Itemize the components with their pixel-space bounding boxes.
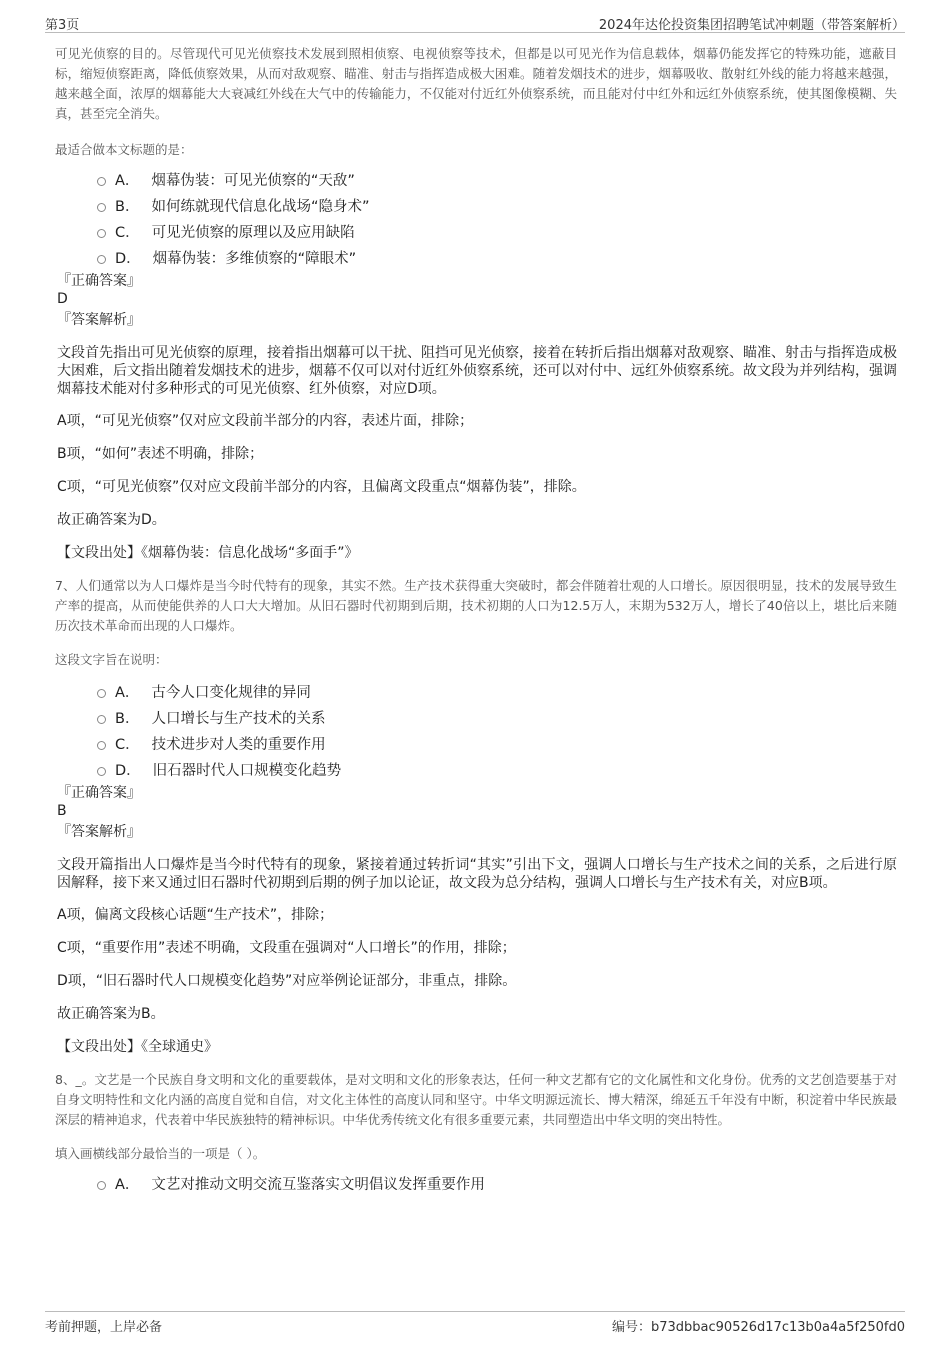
q8-option-a[interactable]	[55, 1172, 897, 1198]
q7-option-a[interactable]	[55, 680, 897, 706]
radio-icon[interactable]	[97, 741, 106, 750]
q7-option-d[interactable]	[55, 758, 897, 784]
q7-analysis-label: 『答案解析』	[57, 824, 141, 840]
q6-analysis-label: 『答案解析』	[57, 312, 141, 328]
q6-option-d[interactable]	[55, 246, 897, 272]
q6-option-a[interactable]	[55, 168, 897, 194]
option-letter: C．	[115, 737, 140, 753]
page-header	[45, 12, 905, 33]
q6-answer-label: 『正确答案』	[57, 273, 141, 289]
radio-icon[interactable]	[97, 177, 106, 186]
q8-options	[55, 1172, 897, 1198]
option-letter: A．	[115, 173, 140, 189]
q6-passage: 可见光侦察的目的。尽管现代可见光侦察技术发展到照相侦察、电视侦察等技术，但都是以可见光作为信息载体，烟幕仍能发挥它的特殊功能，遮蔽目标，缩短侦察距离，降低侦察效果，从而对敌观察、瞄准、射击与指挥造成极大困难。随着发烟技术的进步，烟幕吸收、散射红外线的能力将越来越强，越来越全面，浓厚的烟幕能大大衰减红外线在大气中的传输能力，不仅能对付近红外侦察系统，而且能对付中红外和远红外侦察系统，使其图像模糊、失真，甚至完全消失。	[55, 46, 897, 121]
footer-code-value: b73dbbac90526d17c13b0a4a5f250fd0	[651, 1320, 905, 1335]
option-text: 技术进步对人类的重要作用	[151, 737, 326, 753]
radio-icon[interactable]	[97, 255, 106, 264]
q6-answer: D	[57, 291, 68, 307]
q6-analysis-b: B项，“如何”表述不明确，排除；	[57, 446, 264, 462]
q7-question: 这段文字旨在说明：	[55, 652, 168, 667]
q6-option-c[interactable]	[55, 220, 897, 246]
q7-passage: 7、人们通常以为人口爆炸是当今时代特有的现象，其实不然。生产技术获得重大突破时，都会伴随着壮观的人口增长。原因很明显，技术的发展导致生产率的提高，从而使能供养的人口大大增加。从旧石器时代初期到后期，技术初期的人口为12.5万人，末期为532万人，增长了40倍以上，堪比后来随历次技术革命而出现的人口爆炸。	[55, 578, 897, 633]
option-letter: B．	[115, 199, 140, 215]
document-title: 2024年达伦投资集团招聘笔试冲刺题（带答案解析）	[598, 18, 905, 33]
radio-icon[interactable]	[97, 1181, 106, 1190]
radio-icon[interactable]	[97, 767, 106, 776]
option-text: 烟幕伪装：可见光侦察的“天敌”	[151, 173, 355, 189]
option-text: 如何练就现代信息化战场“隐身术”	[151, 199, 370, 215]
q6-analysis-main: 文段首先指出可见光侦察的原理，接着指出烟幕可以干扰、阻挡可见光侦察，接着在转折后指出烟幕对敌观察、瞄准、射击与指挥造成极大困难，后文指出随着发烟技术的进步，烟幕不仅可以对付近红外侦察系统，还可以对付中、远红外侦察系统。故文段为并列结构，强调烟幕技术能对付多种形式的可见光侦察、红外侦察，对应D项。	[57, 345, 897, 397]
q7-source: 【文段出处】《全球通史》	[57, 1039, 218, 1055]
option-letter: A．	[115, 685, 140, 701]
q7-analysis-d: D项，“旧石器时代人口规模变化趋势”对应举例论证部分，非重点，排除。	[57, 973, 517, 989]
page-number: 第3页	[45, 18, 80, 33]
q7-option-c[interactable]	[55, 732, 897, 758]
q7-analysis-c: C项，“重要作用”表述不明确，文段重在强调对“人口增长”的作用，排除；	[57, 940, 516, 956]
option-letter: B．	[115, 711, 140, 727]
option-text: 古今人口变化规律的异同	[151, 685, 311, 701]
page-footer	[45, 1311, 905, 1336]
q7-analysis-a: A项，偏离文段核心话题“生产技术”，排除；	[57, 907, 334, 923]
option-text: 烟幕伪装：多维侦察的“障眼术”	[152, 251, 357, 267]
q7-analysis-conclusion: 故正确答案为B。	[57, 1006, 165, 1022]
q6-source: 【文段出处】《烟幕伪装：信息化战场“多面手”》	[57, 545, 359, 561]
q7-options	[55, 680, 897, 784]
radio-icon[interactable]	[97, 715, 106, 724]
q8-question: 填入画横线部分最恰当的一项是（ ）。	[55, 1146, 266, 1161]
option-text: 文艺对推动文明交流互鉴落实文明倡议发挥重要作用	[151, 1177, 485, 1193]
q7-answer-label: 『正确答案』	[57, 785, 141, 801]
radio-icon[interactable]	[97, 689, 106, 698]
q6-option-b[interactable]	[55, 194, 897, 220]
page-content	[55, 36, 897, 1198]
option-letter: D．	[115, 251, 141, 267]
footer-code-label: 编号：	[611, 1320, 651, 1335]
radio-icon[interactable]	[97, 229, 106, 238]
option-letter: A．	[115, 1177, 140, 1193]
option-letter: C．	[115, 225, 140, 241]
q7-answer: B	[57, 803, 67, 819]
q7-option-b[interactable]	[55, 706, 897, 732]
option-text: 人口增长与生产技术的关系	[151, 711, 326, 727]
q6-options	[55, 168, 897, 272]
option-text: 旧石器时代人口规模变化趋势	[152, 763, 342, 779]
q7-analysis-main: 文段开篇指出人口爆炸是当今时代特有的现象，紧接着通过转折词“其实”引出下文，强调人口增长与生产技术之间的关系，之后进行原因解释，接下来又通过旧石器时代初期到后期的例子加以论证，故文段为总分结构，强调人口增长与生产技术有关，对应B项。	[57, 857, 897, 891]
q6-analysis-conclusion: 故正确答案为D。	[57, 512, 166, 528]
q6-analysis-c: C项，“可见光侦察”仅对应文段前半部分的内容，且偏离文段重点“烟幕伪装”，排除。	[57, 479, 586, 495]
q6-analysis-a: A项，“可见光侦察”仅对应文段前半部分的内容，表述片面，排除；	[57, 413, 474, 429]
footer-slogan: 考前押题，上岸必备	[45, 1320, 163, 1335]
option-text: 可见光侦察的原理以及应用缺陷	[151, 225, 355, 241]
radio-icon[interactable]	[97, 203, 106, 212]
option-letter: D．	[115, 763, 141, 779]
footer-code	[612, 1316, 905, 1335]
q6-question: 最适合做本文标题的是：	[55, 142, 193, 157]
q8-passage: 8、_。文艺是一个民族自身文明和文化的重要载体，是对文明和文化的形象表达，任何一种文艺都有它的文化属性和文化身份。优秀的文艺创造要基于对自身文明特性和文化内涵的高度自觉和自信，对文化主体性的高度认同和坚守。中华文明源远流长、博大精深，绵延五千年没有中断，积淀着中华民族最深层的精神追求，代表着中华民族独特的精神标识。中华优秀传统文化有很多重要元素，共同塑造出中华文明的突出特性。	[55, 1072, 897, 1127]
